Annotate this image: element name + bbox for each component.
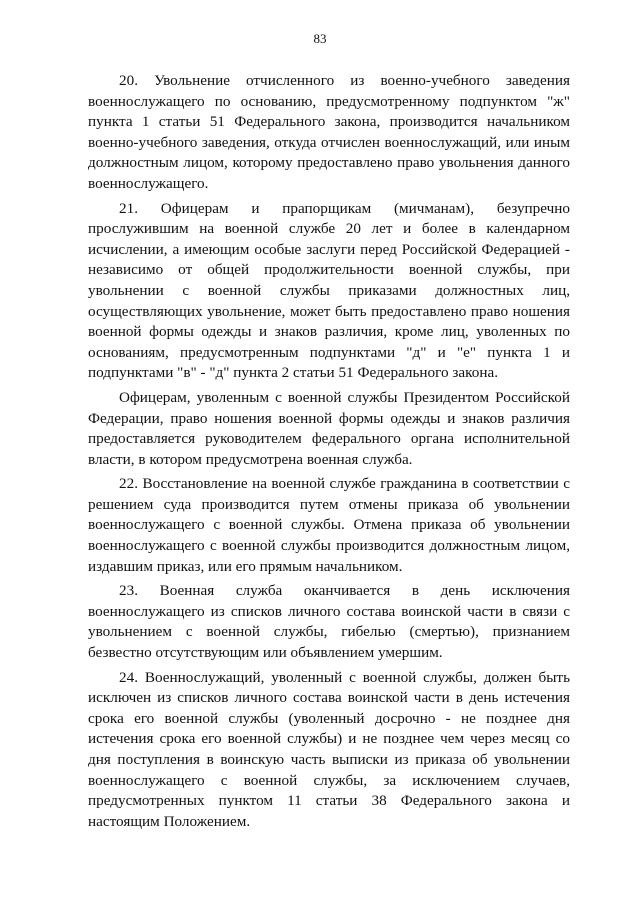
paragraph-21-continuation: Офицерам, уволенным с военной службы Президентом Российской Федерации, право ношения военной формы одежды и знаков различия предоставляется руководителем федерального органа исполнительной власти, в котором предусмотрена военная служба. [88, 388, 570, 468]
paragraph-20: 20. Увольнение отчисленного из военно-учебного заведения военнослужащего по основанию, предусмотренному подпунктом "ж" пункта 1 статьи 51 Федерального закона, производится начальником военно-учебного заведения, откуда отчислен военнослужащий, или иным должностным лицом, которому предоставлено право увольнения данного военнослужащего. [88, 72, 570, 192]
paragraph-22: 22. Восстановление на военной службе гражданина в соответствии с решением суда производится путем отмены приказа об увольнении военнослужащего с военной службы. Отмена приказа об увольнении военнослужащего с военной службы производится должностным лицом, издавшим приказ, или его прямым начальником. [88, 475, 570, 575]
document-body [88, 71, 570, 832]
page-number: 83 [313, 31, 327, 46]
paragraph-23: 23. Военная служба оканчивается в день исключения военнослужащего из списков личного состава воинской части в связи с увольнением с военной службы, гибелью (смертью), признанием безвестно отсутствующим или объявлением умершим. [88, 582, 570, 662]
paragraph-21: 21. Офицерам и прапорщикам (мичманам), безупречно прослужившим на военной службе 20 лет и более в календарном исчислении, а имеющим особые заслуги перед Российской Федерацией - независимо от общей продолжительности военной службы, при увольнении с военной службы приказами должностных лиц, осуществляющих увольнение, может быть предоставлено право ношения военной формы одежды и знаков различия, кроме лиц, уволенных по основаниям, предусмотренным подпунктами "д" и "е" пункта 1 и подпунктами "в" - "д" пункта 2 статьи 51 Федерального закона. [88, 199, 570, 382]
paragraph-24: 24. Военнослужащий, уволенный с военной службы, должен быть исключен из списков личного состава воинской части в день истечения срока его военной службы (уволенный досрочно - не позднее дня истечения срока его военной службы) и не позднее чем через месяц со дня поступления в воинскую часть выписки из приказа об увольнении военнослужащего с военной службы, за исключением случаев, предусмотренных пунктом 11 статьи 38 Федерального закона и настоящим Положением. [88, 668, 570, 830]
